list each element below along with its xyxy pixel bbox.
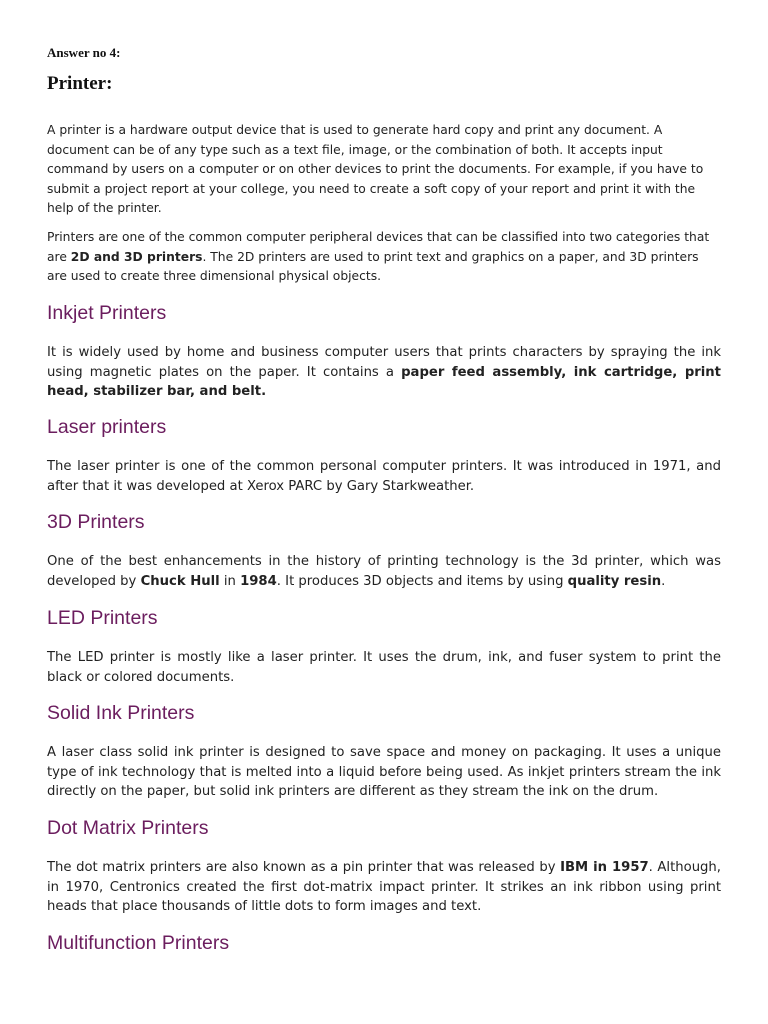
heading-3d-printers: 3D Printers: [47, 511, 145, 533]
answer-label: Answer no 4:: [47, 45, 121, 60]
heading-laser-printers: Laser printers: [47, 416, 167, 438]
paragraph-text: . It produces 3D objects and items by using: [276, 573, 568, 589]
paragraph-dot-matrix-printers: [47, 858, 721, 917]
paragraph-3d-printers: [47, 552, 721, 591]
heading-led-printers: LED Printers: [47, 607, 158, 629]
paragraph-text: .: [661, 573, 666, 589]
paragraph-solid-ink-printers: A laser class solid ink printer is designed to save space and money on packaging. It uses a unique type of ink technology that is melted into a liquid before being used. As inkjet printers stream the ink directly on the paper, but solid ink printers are different as they stream the ink on the drum.: [47, 745, 721, 799]
paragraph-text: It is widely used by home and business computer users that prints characters by spraying the ink using magnetic plates on the paper. It contains a: [47, 345, 721, 380]
paragraph-led-printers: The LED printer is mostly like a laser printer. It uses the drum, ink, and fuser system to print the black or colored documents.: [47, 650, 721, 685]
heading-multifunction-printers: Multifunction Printers: [47, 932, 230, 954]
paragraph-bold: IBM in 1957: [560, 860, 649, 875]
heading-dot-matrix-printers: Dot Matrix Printers: [47, 817, 209, 839]
intro-bold-categories: 2D and 3D printers: [70, 249, 203, 264]
heading-inkjet-printers: Inkjet Printers: [47, 302, 167, 324]
paragraph-text: in: [219, 573, 241, 589]
paragraph-bold: Chuck Hull: [140, 573, 220, 589]
intro-paragraph-2: [47, 228, 722, 287]
paragraph-text: One of the best enhancements in the history of printing technology is the 3d printer, which was developed by: [47, 554, 721, 589]
paragraph-text: . Although, in 1970, Centronics created the first dot-matrix impact printer. It strikes an ink ribbon using print heads that place thousands of little dots to form images and text.: [47, 860, 721, 914]
page-title: Printer:: [47, 73, 113, 94]
heading-solid-ink-printers: Solid Ink Printers: [47, 702, 195, 724]
paragraph-laser-printers: The laser printer is one of the common personal computer printers. It was introduced in 1971, and after that it was developed at Xerox PARC by Gary Starkweather.: [47, 459, 721, 494]
paragraph-bold: paper feed assembly, ink cartridge, print head, stabilizer bar, and belt.: [47, 364, 721, 399]
intro-text: . The 2D printers are used to print text and graphics on a paper, and 3D printers are used to create three dimensional physical objects.: [47, 249, 699, 283]
paragraph-text: The dot matrix printers are also known as a pin printer that was released by: [47, 860, 561, 875]
paragraph-inkjet-printers: [47, 343, 721, 402]
paragraph-bold: quality resin: [567, 573, 662, 589]
intro-paragraph-1: A printer is a hardware output device that is used to generate hard copy and print any document. A document can be of any type such as a text file, image, or the combination of both. It accepts input command by users on a computer or on other devices to print the documents. For example, if you have to submit a project report at your college, you need to create a soft copy of your report and print it with the help of the printer.: [47, 123, 704, 215]
intro-text: Printers are one of the common computer peripheral devices that can be classified into two categories that are: [47, 230, 710, 264]
paragraph-bold: 1984: [240, 573, 277, 589]
